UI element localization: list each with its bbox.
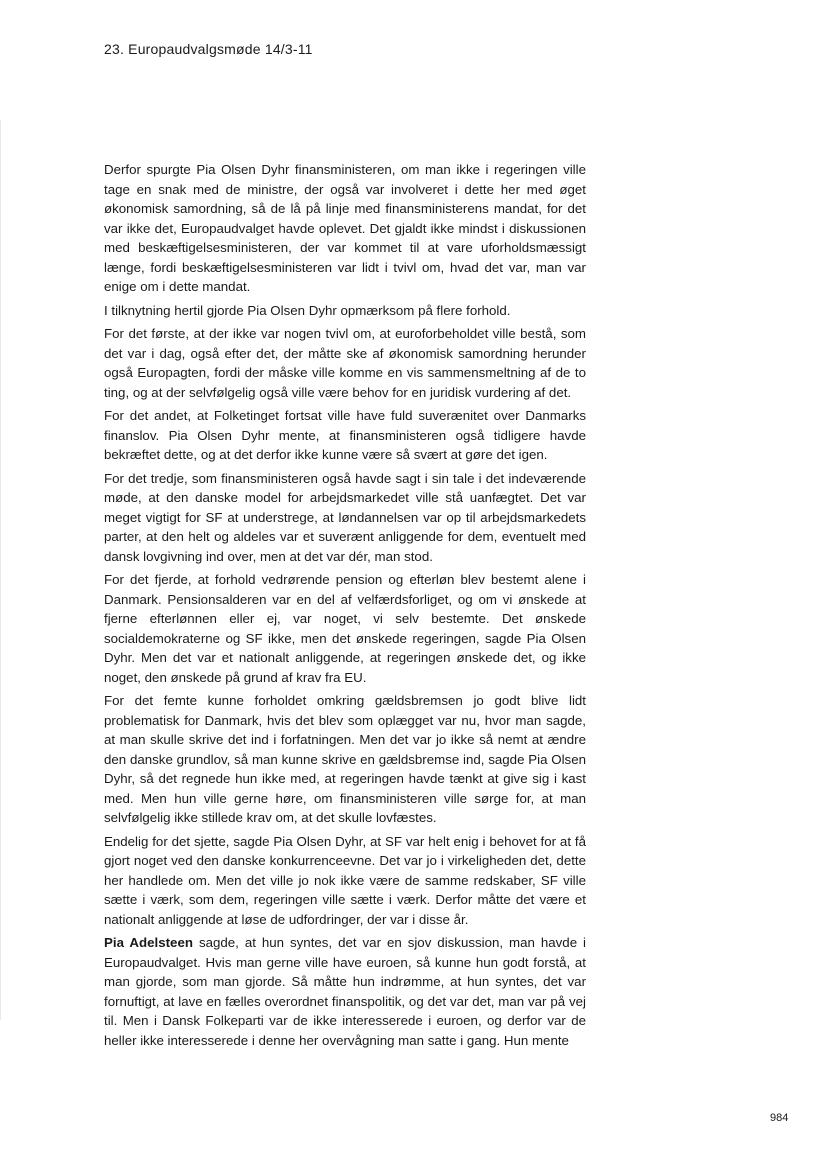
paragraph: For det tredje, som finansministeren også havde sagt i sin tale i det indeværende møde, at den danske model for arbejdsmarkedet ville stå uanfægtet. Det var meget vigtigt for SF at understrege, at løndannelsen var op til arbejdsmarkedets parter, at den helt og aldeles var et suverænt anliggende for dem, eventuelt med dansk lovgivning ind over, men at det var dér, man stod. [104, 470, 586, 564]
paragraph: For det første, at der ikke var nogen tvivl om, at euroforbeholdet ville bestå, som det var i dag, også efter det, der måtte ske af økonomisk samordning herunder også Europagten, fordi der måske ville komme en vis sammensmeltning af de to ting, og at der selvfølgelig også ville være behov for en juridisk vurdering af det. [104, 326, 586, 400]
paragraph: Endelig for det sjette, sagde Pia Olsen Dyhr, at SF var helt enig i behovet for at få gjort noget ved den danske konkurrenceevne. Det var jo i virkeligheden det, dette her handlede om. Men det ville jo nok ikke være de samme redskaber, SF ville sætte i værk, som dem, regeringen ville sætte i værk. Derfor måtte det være et nationalt anliggende at løse de udfordringer, der var i disse år. [104, 833, 586, 927]
page-number: 984 [770, 1112, 789, 1124]
paragraph: Derfor spurgte Pia Olsen Dyhr finansministeren, om man ikke i regeringen ville tage en snak med de ministre, der også var involveret i dette her med øget økonomisk samordning, så de lå på linje med finansministerens mandat, for det var ikke det, Europaudvalget havde oplevet. Det gjaldt ikke mindst i diskussionen med beskæftigelsesministeren, der var kommet til at vare uforholdsmæssigt længe, fordi beskæftigelsesministeren var lidt i tvivl om, hvad det var, man var enige om i dette mandat. [104, 162, 586, 294]
page-header: 23. Europaudvalgsmøde 14/3-11 [104, 41, 313, 57]
scan-margin-line [0, 120, 1, 1020]
paragraph: For det femte kunne forholdet omkring gældsbremsen jo godt blive lidt problematisk for Danmark, hvis det blev som oplægget var nu, hvor man sagde, at man skulle skrive det ind i forfatningen. Men det var jo ikke så nemt at ændre den danske grundlov, så man kunne skrive en gældsbremse ind, sagde Pia Olsen Dyhr, så det regnede hun ikke med, at regeringen havde tænkt at give sig i kast med. Men hun ville gerne høre, om finansministeren ville sørge for, at man selvfølgelig ikke stillede krav om, at det skulle lovfæstes. [104, 693, 586, 825]
speaker-name: Pia Adelsteen [104, 935, 193, 950]
paragraph: For det andet, at Folketinget fortsat ville have fuld suverænitet over Danmarks finanslov. Pia Olsen Dyhr mente, at finansministeren også tidligere havde bekræftet dette, og at det derfor ikke kunne være så svært at gøre det igen. [104, 408, 586, 462]
document-body [104, 160, 586, 1054]
paragraph: I tilknytning hertil gjorde Pia Olsen Dyhr opmærksom på flere forhold. [104, 302, 511, 318]
paragraph: For det fjerde, at forhold vedrørende pension og efterløn blev bestemt alene i Danmark. Pensionsalderen var en del af velfærdsforliget, og om vi ønskede at fjerne efterlønnen eller ej, var noget, vi selv bestemte. Det ønskede socialdemokraterne og SF ikke, men det ønskede regeringen, sagde Pia Olsen Dyhr. Men det var et nationalt anliggende, at regeringen ønskede det, og ikke noget, den ønskede på grund af krav fra EU. [104, 572, 586, 685]
paragraph: Pia Adelsteen sagde, at hun syntes, det var en sjov diskussion, man havde i Europaudvalget. Hvis man gerne ville have euroen, så kunne hun godt forstå, at man gjorde, som man gjorde. Så måtte hun indrømme, at hun syntes, det var fornuftigt, at lave en fælles overordnet finanspolitik, og det var det, man var på vej til. Men i Dansk Folkeparti var de ikke interesserede i euroen, og derfor var de heller ikke interesserede i denne her overvågning man satte i gang. Hun mente [104, 935, 587, 1048]
